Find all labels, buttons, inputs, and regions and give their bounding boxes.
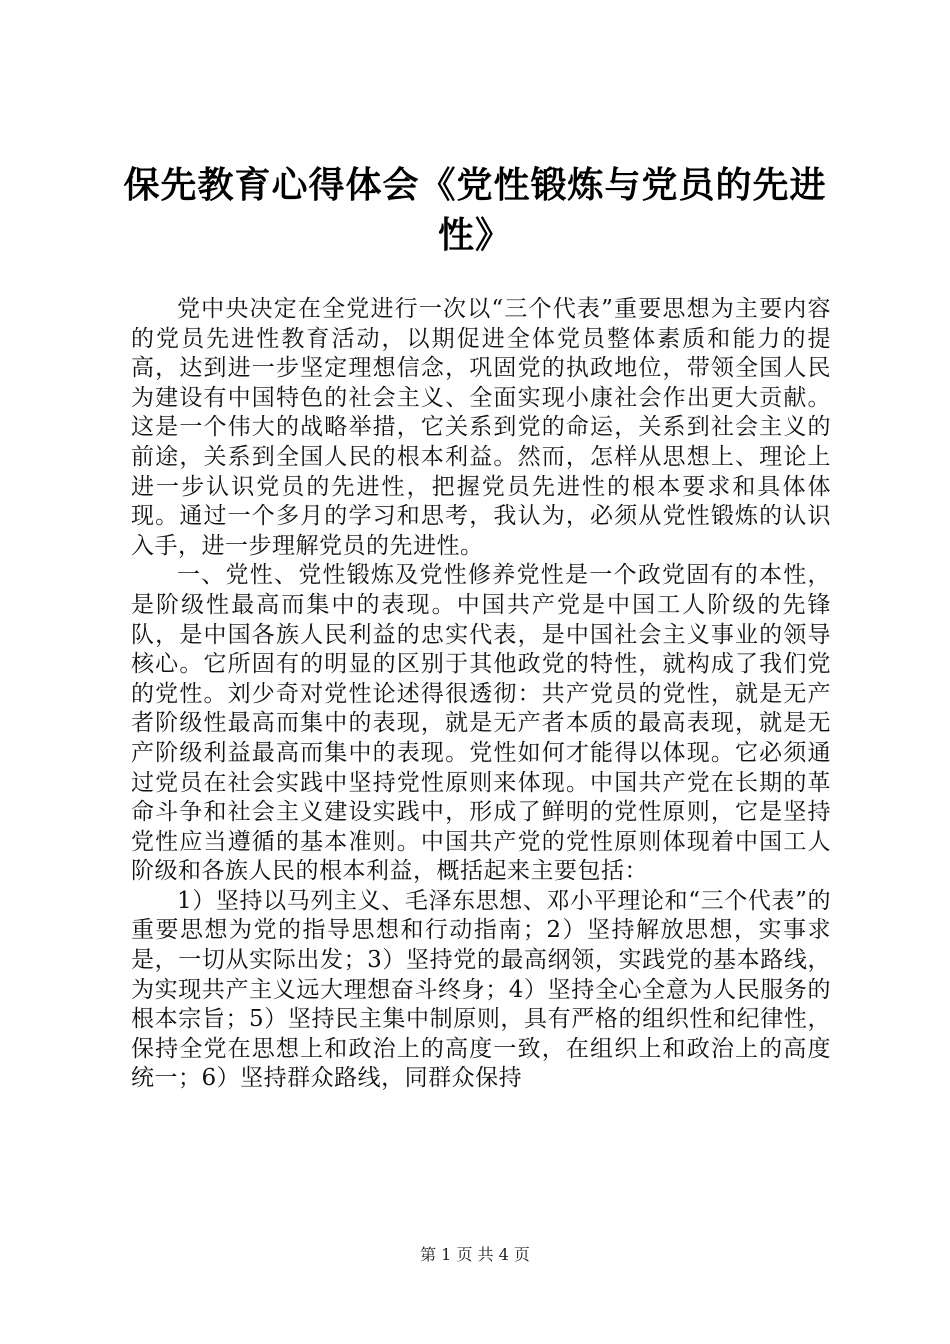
paragraph-principles: 1）坚持以马列主义、毛泽东思想、邓小平理论和“三个代表”的重要思想为党的指导思想和行动指南；2）坚持解放思想，实事求是，一切从实际出发；3）坚持党的最高纲领，实践党的基本路线，为实现共产主义远大理想奋斗终身；4）坚持全心全意为人民服务的根本宗旨；5）坚持民主集中制原则，具有严格的组织性和纪律性，保持全党在思想上和政治上的高度一致，在组织上和政治上的高度统一；6）坚持群众路线，同群众保持 bbox=[131, 887, 831, 1092]
page-footer: 第 1 页 共 4 页 bbox=[420, 1245, 530, 1264]
paragraph-section-one: 一、党性、党性锻炼及党性修养党性是一个政党固有的本性，是阶级性最高而集中的表现。中国共产党是中国工人阶级的先锋队，是中国各族人民利益的忠实代表，是中国社会主义事业的领导核心。它所固有的明显的区别于其他政党的特性，就构成了我们党的党性。刘少奇对党性论述得很透彻：共产党员的党性，就是无产者阶级性最高而集中的表现，就是无产者本质的最高表现，就是无产阶级利益最高而集中的表现。党性如何才能得以体现。它必须通过党员在社会实践中坚持党性原则来体现。中国共产党在长期的革命斗争和社会主义建设实践中，形成了鲜明的党性原则，它是坚持党性应当遵循的基本准则。中国共产党的党性原则体现着中国工人阶级和各族人民的根本利益，概括起来主要包括： bbox=[131, 562, 831, 885]
document-title: 保先教育心得体会《党性锻炼与党员的先进性》 bbox=[123, 164, 827, 256]
paragraph-intro: 党中央决定在全党进行一次以“三个代表”重要思想为主要内容的党员先进性教育活动，以期促进全体党员整体素质和能力的提高，达到进一步坚定理想信念，巩固党的执政地位，带领全国人民为建设有中国特色的社会主义、全面实现小康社会作出更大贡献。这是一个伟大的战略举措，它关系到党的命运，关系到社会主义的前途，关系到全国人民的根本利益。然而，怎样从思想上、理论上进一步认识党员的先进性，把握党员先进性的根本要求和具体体现。通过一个多月的学习和思考，我认为，必须从党性锻炼的认识入手，进一步理解党员的先进性。 bbox=[131, 296, 831, 559]
document-body bbox=[131, 295, 831, 1094]
